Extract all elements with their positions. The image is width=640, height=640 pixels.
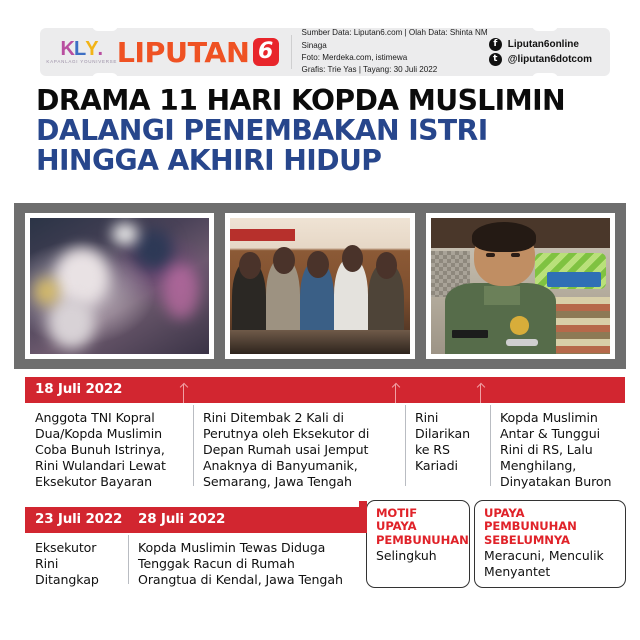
header-divider (291, 35, 292, 69)
photo3-hair (472, 222, 537, 252)
photo-band (14, 203, 626, 369)
social-handles (489, 36, 592, 68)
timeline-entry-1 (25, 403, 193, 490)
kly-logo (46, 38, 118, 65)
suspects-group-photo (230, 218, 409, 354)
timeline-entry-1-text: Anggota TNI Kopral Dua/Kopda Muslimin Coba Bunuh Istrinya, Rini Wulandari Lewat Eksekutor Bayaran (35, 410, 166, 489)
photo2-head-2 (273, 247, 295, 274)
twitter-handle: @liputan6dotcom (507, 54, 592, 65)
timeline-entry-2 (193, 403, 405, 490)
motive-primary-title: MOTIF UPAYA PEMBUNUHAN (376, 506, 469, 547)
timeline-date-23-juli: 23 Juli 2022 (35, 511, 123, 527)
timeline-entry-5-text: Eksekutor Rini Ditangkap (35, 540, 99, 587)
timeline-tick-2 (395, 384, 396, 403)
social-facebook[interactable] (489, 38, 592, 51)
timeline-entry-4 (490, 403, 625, 490)
photo3-identification-card (547, 272, 601, 287)
motive-previous-body: Meracuni, Menculik Menyantet (484, 548, 604, 579)
timeline-date-28-juli: 28 Juli 2022 (138, 511, 226, 527)
credit-line-photo: Foto: Merdeka.com, istimewa (301, 53, 408, 62)
motive-box-previous-attempts (474, 500, 626, 588)
timeline-entry-6-text: Kopda Muslimin Tewas Diduga Tenggak Racun di Rumah Orangtua di Kendal, Jawa Tengah (138, 540, 343, 587)
photo2-foreground (230, 330, 409, 354)
motive-primary-body: Selingkuh (376, 548, 437, 564)
header-bar (40, 28, 610, 76)
photo3-emblem (510, 316, 530, 335)
photo1-shape-6 (34, 278, 59, 305)
motive-box-red-tab (359, 501, 367, 533)
liputan-six-badge: 6 (253, 38, 279, 66)
timeline-entry-2-text: Rini Ditembak 2 Kali di Perutnya oleh Eksekutor di Depan Rumah usai Jemput Anaknya di Banyumanik, Semarang, Jawa Tengah (203, 410, 370, 489)
photo1-shape-5 (112, 223, 137, 245)
headline (36, 86, 626, 176)
kly-letter-y: Y (85, 38, 98, 61)
header-notch-left (92, 73, 118, 79)
cctv-shooting-photo (30, 218, 209, 354)
social-twitter[interactable] (489, 53, 592, 66)
kly-letter-l: L (73, 38, 86, 61)
timeline-entry-5 (25, 533, 128, 588)
timeline-entry-3-text: Rini Dilarikan ke RS Kariadi (415, 410, 470, 473)
twitter-icon: t (489, 53, 502, 66)
photo3-eye-left (486, 253, 495, 256)
headline-line-3: HINGGA AKHIRI HIDUP (36, 144, 382, 177)
timeline-columns-1 (25, 403, 625, 490)
timeline-tick-3 (480, 384, 481, 403)
photo-frame-2 (225, 213, 414, 359)
kly-letter-k: K (60, 38, 74, 61)
kopda-muslimin-portrait-photo (431, 218, 610, 354)
kly-tagline: KAPANLAGI YOUNIVERSE (46, 59, 118, 65)
photo3-collar (484, 286, 520, 305)
credit-line-graphics: Grafis: Trie Yas | Tayang: 30 Juli 2022 (301, 65, 438, 75)
photo1-shape-2 (48, 297, 95, 349)
photo1-shape-4 (163, 264, 199, 318)
photo2-wall-stripe (230, 229, 295, 241)
timeline-entry-3 (405, 403, 490, 490)
photo3-wing-insignia (506, 339, 538, 346)
credits-block (302, 27, 489, 76)
facebook-icon: f (489, 38, 502, 51)
photo2-head-5 (376, 252, 398, 279)
motive-box-primary (366, 500, 470, 588)
photo3-eye-right (511, 253, 520, 256)
photo1-shape-3 (134, 229, 173, 270)
facebook-handle: Liputan6online (507, 39, 579, 50)
timeline-row-2 (25, 507, 365, 588)
headline-line-1: DRAMA 11 HARI KOPDA MUSLIMIN (36, 84, 566, 117)
timeline-tick-1 (183, 384, 184, 403)
headline-line-2: DALANGI PENEMBAKAN ISTRI (36, 114, 488, 147)
photo2-head-1 (239, 252, 261, 279)
timeline-entry-4-text: Kopda Muslimin Antar & Tunggui Rini di RS, Lalu Menghilang, Dinyatakan Buron (500, 410, 612, 489)
timeline-columns-2 (25, 533, 365, 588)
header-notch-right (532, 73, 558, 79)
photo1-shape-1 (55, 248, 109, 305)
timeline-row-1 (25, 377, 625, 490)
kly-dot: . (97, 38, 104, 61)
timeline-date-18-juli: 18 Juli 2022 (35, 381, 123, 397)
liputan-wordmark: LIPUTAN (116, 35, 249, 69)
timeline-entry-6 (128, 533, 365, 588)
liputan6-logo (118, 36, 279, 69)
photo-frame-1 (25, 213, 214, 359)
motive-previous-title: UPAYA PEMBUNUHAN SEBELUMNYA (484, 506, 577, 547)
credit-line-source: Sumber Data: Liputan6.com | Olah Data: Shinta NM Sinaga (301, 28, 488, 50)
photo2-head-3 (307, 251, 329, 278)
photo3-nametag (452, 330, 488, 338)
timeline-bar-1 (25, 377, 625, 403)
photo-frame-3 (426, 213, 615, 359)
timeline-bar-2 (25, 507, 365, 533)
